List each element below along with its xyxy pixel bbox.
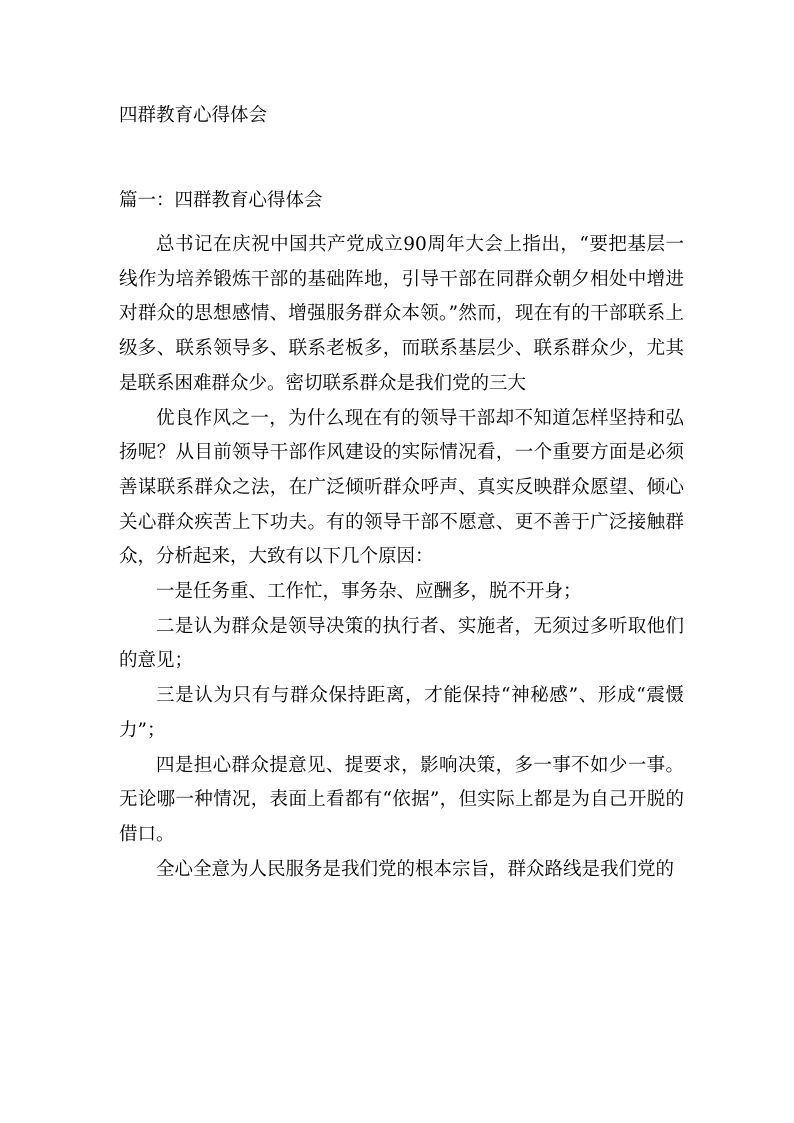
paragraph-6: 四是担心群众提意见、提要求，影响决策，多一事不如少一事。无论哪一种情况，表面上看都有“依据”，但实际上都是为自己开脱的借口。 (119, 754, 684, 845)
paragraph-4: 二是认为群众是领导决策的执行者、实施者，无须过多听取他们的意见； (119, 615, 684, 672)
paragraph-5: 三是认为只有与群众保持距离，才能保持“神秘感”、形成“震慑力”； (119, 685, 684, 741)
paragraph-2: 优良作风之一，为什么现在有的领导干部却不知道怎样坚持和弘扬呢？从目前领导干部作风建设的实际情况看，一个重要方面是必须善谋联系群众之法，在广泛倾听群众呼声、真实反映群众愿望、倾心关心群众疾苦上下功夫。有的领导干部不愿意、更不善于广泛接触群众，分析起来，大致有以下几个原因： (119, 407, 684, 568)
document-body (119, 228, 684, 887)
paragraph-1: 总书记在庆祝中国共产党成立90周年大会上指出，“要把基层一线作为培养锻炼干部的基础阵地，引导干部在同群众朝夕相处中增进对群众的思想感情、增强服务群众本领。”然而，现在有的干部联系上级多、联系领导多、联系老板多，而联系基层少、联系群众少，尤其是联系困难群众少。密切联系群众是我们党的三大 (119, 234, 684, 394)
paragraph-3: 一是任务重、工作忙，事务杂、应酬多，脱不开身； (156, 581, 582, 603)
paragraph-7: 全心全意为人民服务是我们党的根本宗旨，群众路线是我们党的 (156, 858, 675, 880)
section-heading: 篇一：四群教育心得体会 (119, 190, 323, 211)
document-title: 四群教育心得体会 (119, 105, 268, 126)
